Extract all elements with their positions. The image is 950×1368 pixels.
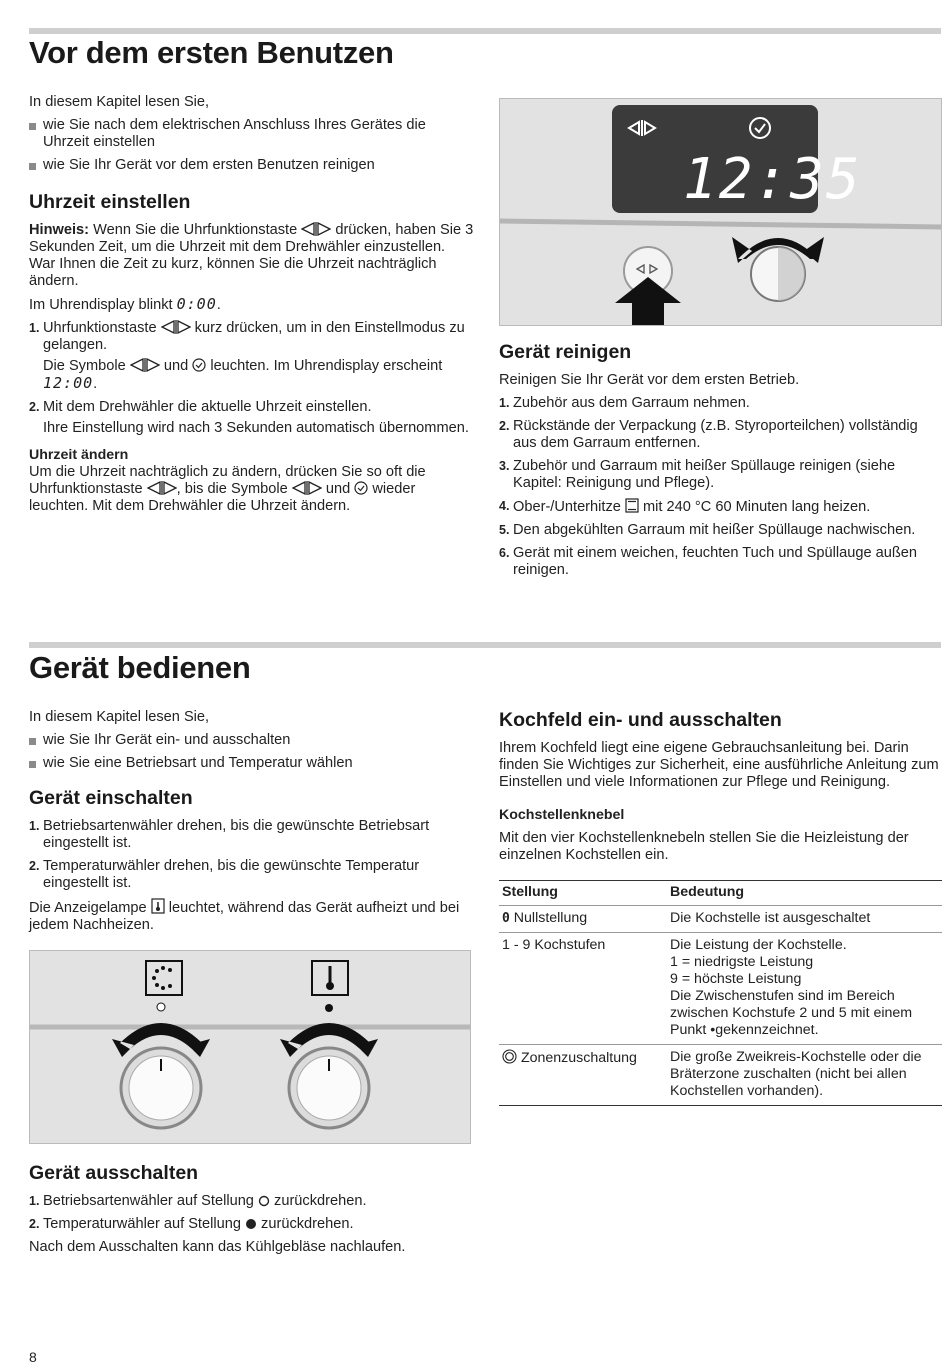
operating-mode-icon (146, 961, 182, 995)
section-title-first-use: Vor dem ersten Benutzen (29, 35, 394, 70)
top-bottom-heat-icon (625, 498, 639, 513)
step-subtext: Ihre Einstellung wird nach 3 Sekunden automatisch übernommen. (43, 420, 469, 436)
clock-function-key-icon (301, 222, 331, 236)
table-cell: Die große Zweikreis-Kochstelle oder die Bräterzone zuschalten (nicht bei allen Kochstellen vorhanden). (667, 1045, 942, 1106)
change-text: Um die Uhrzeit nachträglich zu ändern, drücken Sie so oft die Uhrfunktionstaste (29, 464, 426, 497)
clock-function-key-icon (292, 481, 322, 495)
step-number: 1. (29, 819, 40, 833)
column-right-clean (499, 340, 940, 585)
display-value: 0:00 (176, 295, 217, 313)
step-number: 2. (499, 419, 510, 433)
position-label: Nullstellung (513, 910, 588, 926)
press-arrow-icon (615, 277, 681, 325)
temperature-knob[interactable] (289, 1048, 369, 1128)
table-cell: 1 - 9 Kochstufen (499, 933, 667, 1045)
step-item (499, 498, 940, 516)
switch-on-steps (29, 818, 475, 892)
meaning-line: 1 = niedrigste Leistung (670, 954, 814, 970)
figure-clock-display (499, 98, 942, 326)
section-rule-operate (29, 642, 941, 648)
thermometer-icon (312, 961, 348, 995)
clock-icon (192, 358, 206, 372)
position-label: Zonenzuschaltung (520, 1050, 637, 1066)
heading-switch-on: Gerät einschalten (29, 787, 193, 809)
hob-settings-table (499, 880, 942, 1106)
step-number: 1. (29, 321, 40, 335)
off-dot-icon (245, 1218, 257, 1230)
lamp-paragraph (29, 898, 475, 934)
step-text: leuchten. Im Uhrendisplay erscheint (206, 358, 443, 374)
bullet-item: wie Sie Ihr Gerät ein- und ausschalten (29, 732, 475, 749)
dual-zone-icon (502, 1049, 517, 1064)
bullet-item: wie Sie eine Betriebsart und Temperatur wählen (29, 755, 475, 772)
note-text: drücken, haben Sie 3 Sekunden Zeit, um die Uhrzeit mit dem Drehwähler einzustellen. War Ihnen die Zeit zu kurz, können Sie die Uhrzeit nachträglich ändern. (29, 222, 474, 289)
step-text: Gerät mit einem weichen, feuchten Tuch und Spüllauge außen reinigen. (513, 545, 918, 578)
step-number: 1. (499, 396, 510, 410)
step-item (29, 399, 475, 437)
blink-text: Im Uhrendisplay blinkt (29, 297, 177, 313)
hob-knob-text: Mit den vier Kochstellenknebeln stellen Sie die Heizleistung der einzelnen Kochstellen ein. (499, 830, 909, 863)
step-text: zurückdrehen. (257, 1216, 354, 1232)
step-item (499, 545, 940, 579)
lamp-text: Die Anzeigelampe (29, 900, 151, 916)
step-item (29, 818, 475, 852)
heading-hob: Kochfeld ein- und ausschalten (499, 709, 782, 731)
blink-paragraph (29, 296, 475, 314)
after-note: Nach dem Ausschalten kann das Kühlgebläse nachlaufen. (29, 1239, 406, 1255)
bullet-item: wie Sie Ihr Gerät vor dem ersten Benutzen reinigen (29, 157, 475, 174)
lamp-text: leuchtet, während das Gerät aufheizt und bei jedem Nachheizen. (29, 900, 460, 933)
section-rule-top (29, 28, 941, 34)
clock-function-key-icon (161, 320, 191, 334)
hob-text: Ihrem Kochfeld liegt eine eigene Gebrauchsanleitung bei. Darin finden Sie Wichtiges zur Sicherheit, eine ausführliche Anleitung zum Einstellen und viele Informationen zur Pflege und Reinigung. (499, 740, 939, 790)
meaning-line: 9 = höchste Leistung (670, 971, 802, 987)
step-item (29, 1216, 475, 1233)
step-item (29, 320, 475, 393)
step-text: Rückstände der Verpackung (z.B. Styroporteilchen) vollständig aus dem Garraum entfernen. (513, 418, 918, 451)
step-item (29, 1193, 475, 1210)
table-header-row (499, 881, 942, 906)
panel-edge (500, 221, 941, 227)
heading-hob-knobs: Kochstellenknebel (499, 807, 625, 823)
off-position-marker (157, 1003, 165, 1011)
intro-text: In diesem Kapitel lesen Sie, (29, 94, 210, 110)
step-number: 5. (499, 523, 510, 537)
intro-bullets (29, 732, 475, 772)
step-item (499, 395, 940, 412)
step-text: zurückdrehen. (269, 1193, 367, 1209)
table-cell (499, 1045, 667, 1106)
step-number: 1. (29, 1194, 40, 1208)
clock-icon (354, 481, 368, 495)
meaning-line: Die Leistung der Kochstelle. (670, 937, 847, 953)
table-row (499, 1045, 942, 1106)
off-position-marker-filled (325, 1004, 333, 1012)
step-text: mit 240 °C 60 Minuten lang heizen. (638, 499, 871, 515)
indicator-lamp-icon (151, 898, 165, 914)
bullet-item: wie Sie nach dem elektrischen Anschluss Ihres Gerätes die Uhrzeit einstellen (29, 117, 475, 151)
step-text: kurz drücken, um in den Einstellmodus zu gelangen. (43, 320, 465, 353)
switch-off-steps (29, 1193, 475, 1233)
figure-clock-illustration (500, 99, 941, 325)
column-right-hob (499, 708, 942, 1106)
table-header: Stellung (499, 881, 667, 906)
figure-knobs-illustration (30, 951, 470, 1143)
step-text: Betriebsartenwähler drehen, bis die gewünschte Betriebsart eingestellt ist. (43, 818, 430, 851)
change-text: , bis die Symbole (176, 481, 292, 497)
clock-function-key-icon (147, 481, 177, 495)
table-cell: Die Kochstelle ist ausgeschaltet (667, 906, 942, 933)
step-text: Temperaturwähler auf Stellung (43, 1216, 245, 1232)
clock-steps (29, 320, 475, 437)
page-number: 8 (29, 1349, 37, 1365)
step-text: Uhrfunktionstaste (43, 320, 161, 336)
step-text: . (93, 376, 98, 392)
table-header: Bedeutung (667, 881, 942, 906)
step-item (499, 458, 940, 492)
operating-mode-knob[interactable] (121, 1048, 201, 1128)
intro-text: In diesem Kapitel lesen Sie, (29, 709, 210, 725)
zero-symbol: 0 (502, 911, 510, 926)
blink-text: . (216, 297, 221, 313)
step-text: Temperaturwähler drehen, bis die gewünschte Temperatur eingestellt ist. (43, 858, 420, 891)
heading-clean-appliance: Gerät reinigen (499, 341, 632, 363)
rotary-selector-knob[interactable] (751, 247, 805, 301)
display-time: 12:35 (683, 147, 862, 212)
step-item (29, 858, 475, 892)
step-item (499, 418, 940, 452)
step-text: Mit dem Drehwähler die aktuelle Uhrzeit einstellen. (43, 399, 372, 415)
clock-function-key-icon (130, 358, 160, 372)
step-subtext (43, 358, 475, 393)
note-text: Wenn Sie die Uhrfunktionstaste (89, 222, 302, 238)
step-text: Die Symbole (43, 358, 130, 374)
table-cell (499, 906, 667, 933)
step-number: 2. (29, 400, 40, 414)
heading-set-clock: Uhrzeit einstellen (29, 191, 191, 213)
column-left-switch-off (29, 1161, 475, 1262)
step-number: 2. (29, 859, 40, 873)
change-text: wieder leuchten. Mit dem Drehwähler die Uhrzeit ändern. (29, 481, 416, 514)
step-text: Den abgekühlten Garraum mit heißer Spüllauge nachwischen. (513, 522, 916, 538)
step-number: 4. (499, 499, 510, 513)
change-text: und (321, 481, 355, 497)
step-number: 6. (499, 546, 510, 560)
clean-steps (499, 395, 940, 579)
step-text: Zubehör aus dem Garraum nehmen. (513, 395, 750, 411)
step-number: 2. (29, 1217, 40, 1231)
note-paragraph (29, 222, 475, 290)
step-number: 3. (499, 459, 510, 473)
display-value: 12:00 (43, 374, 94, 392)
table-row (499, 906, 942, 933)
table-cell (667, 933, 942, 1045)
section-title-operate: Gerät bedienen (29, 650, 251, 685)
step-text: Zubehör und Garraum mit heißer Spüllauge reinigen (siehe Kapitel: Reinigung und Pflege). (513, 458, 896, 491)
heading-switch-off: Gerät ausschalten (29, 1162, 199, 1184)
figure-control-knobs (29, 950, 471, 1144)
column-left-operate (29, 709, 475, 940)
table-row (499, 933, 942, 1045)
clean-intro: Reinigen Sie Ihr Gerät vor dem ersten Betrieb. (499, 372, 800, 388)
change-paragraph (29, 464, 475, 515)
step-text: Ober-/Unterhitze (513, 499, 625, 515)
intro-bullets (29, 117, 475, 174)
heading-change-clock: Uhrzeit ändern (29, 447, 129, 463)
step-text: Betriebsartenwähler auf Stellung (43, 1193, 258, 1209)
step-text: und (159, 358, 193, 374)
step-item (499, 522, 940, 539)
note-label: Hinweis: (29, 222, 90, 238)
column-left-first-use (29, 94, 475, 521)
off-circle-icon (258, 1195, 270, 1207)
meaning-line: Die Zwischenstufen sind im Bereich zwischen Kochstufe 2 und 5 mit einem Punkt •gekennzeichnet. (670, 988, 913, 1038)
